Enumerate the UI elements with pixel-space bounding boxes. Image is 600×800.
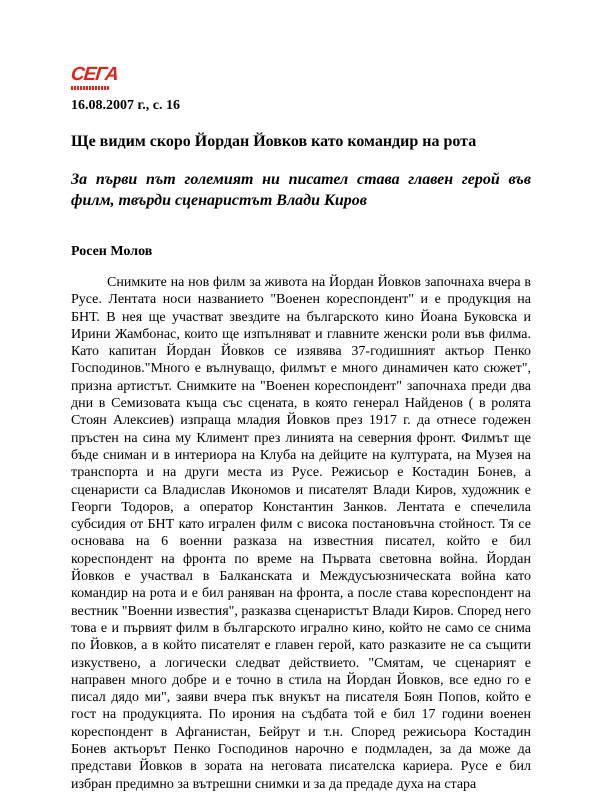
author-name: Росен Молов	[71, 244, 153, 259]
dateline: 16.08.2007 г., с. 16	[71, 98, 180, 113]
logo-text: СЕГА	[69, 64, 119, 85]
article-body: Снимките на нов филм за живота на Йордан Йовков започнаха вчера в Русе. Лентата носи названието "Военен кореспондент" и е продукция на БНТ. В нея ще участват звездите на българското кино Йоана Буковска и Ирини Жамбонас, които ще изпълняват и главните женски роли във филма. Като капитан Йордан Йовков се изявява 37-годишният актьор Пенко Господинов."Много е вълнуващо, филмът е много динамичен като сюжет", призна артистът. Снимките на "Военен кореспондент" започнаха преди два дни в Семизовата къща със сцената, в която генерал Найденов ( в ролята Стоян Алексиев) изпраща младия Йовков през 1917 г. да отнесе годежен пръстен на сина му Климент през линията на северния фронт. Филмът ще бъде сниман и в интериора на Клуба на дейците на културата, на Музея на транспорта и на други места из Русе. Режисьор е Костадин Бонев, а сценаристи са Владислав Икономов и писателят Влади Киров, художник е Георги Тодоров, а оператор Константин Занков. Лентата е спечелила субсидия от БНТ като игрален филм с висока постановъчна стойност. Тя се основава на 6 военни разказа на известния писател, който е бил кореспондент на фронта по време на Първата световна война. Йордан Йовков е участвал в Балканската и Междусъюзническата война като командир на рота и е бил раняван на фронта, а после става кореспондент на вестник "Военни известия", разказва сценаристът Влади Киров. Според него това е и първият филм в българското игрално кино, който не само се снима по Йовков, а в който писателят е главен герой, като разказите не са същити изкуствено, а логически следват действието. "Смятам, че сценарият е направен много добре и е точно в стила на Йордан Йовков, все едно го е писал дядо ми", заяви вчера пък внукът на писателя Боян Попов, който е гост на продукцията. По ирония на съдбата той е бил 17 години военен кореспондент в Афганистан, Бейрут и т.н. Според режисьора Костадин Бонев актьорът Пенко Господинов нарочно е подмладен, за да може да представи Йовков в зората на неговата писателска кариера. Русе е бил избран предимно за вътрешни снимки и за да предаде духа на стара	[71, 275, 531, 792]
logo-stripe	[71, 86, 109, 90]
newspaper-logo	[69, 64, 119, 94]
subheadline: За първи път големият ни писател става главен герой във филм, твърди сценаристът Влади Киров	[71, 171, 531, 209]
headline: Ще видим скоро Йордан Йовков като командир на рота	[71, 133, 477, 150]
article-page	[71, 64, 531, 793]
